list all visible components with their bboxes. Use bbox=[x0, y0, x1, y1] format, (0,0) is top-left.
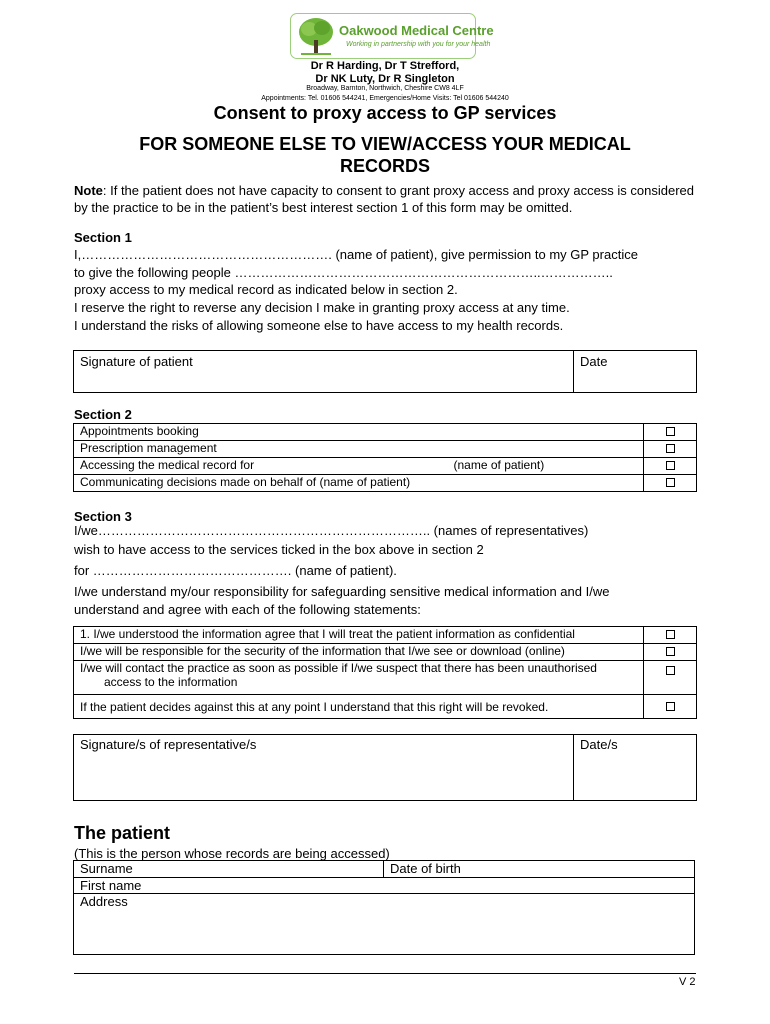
logo-name: Oakwood Medical Centre bbox=[339, 23, 494, 38]
service-label: Accessing the medical record for bbox=[80, 458, 255, 472]
service-label: Prescription management bbox=[74, 441, 644, 458]
checkbox-icon bbox=[666, 647, 675, 656]
statement-text bbox=[74, 661, 644, 695]
section-1-line: I,…………………………………………………. (name of patient), give permission to my GP practice bbox=[74, 247, 638, 262]
checkbox-icon bbox=[666, 702, 675, 711]
table-row bbox=[74, 695, 697, 719]
checkbox-icon bbox=[666, 666, 675, 675]
patient-heading: The patient bbox=[74, 823, 171, 843]
statements-table bbox=[73, 626, 697, 719]
section-1-line: I understand the risks of allowing someone else to have access to my health records. bbox=[74, 318, 564, 333]
surname-field[interactable] bbox=[74, 861, 384, 878]
service-label: Communicating decisions made on behalf of (name of patient) bbox=[74, 475, 644, 492]
table-row bbox=[74, 661, 697, 695]
note-paragraph bbox=[74, 182, 704, 216]
note-label: Note bbox=[74, 183, 103, 198]
service-label-medical-record bbox=[74, 458, 644, 475]
checkbox-icon bbox=[666, 461, 675, 470]
services-table bbox=[73, 423, 697, 492]
checkbox-icon bbox=[666, 427, 675, 436]
statement-text: I/we will be responsible for the security of the information that I/we see or download (online) bbox=[74, 644, 644, 661]
section-1-line: to give the following people ……………………………………………………………..…………….. bbox=[74, 265, 613, 280]
service-checkbox[interactable] bbox=[644, 458, 697, 475]
practice-logo bbox=[290, 13, 494, 59]
checkbox-icon bbox=[666, 444, 675, 453]
service-checkbox[interactable] bbox=[644, 441, 697, 458]
version-label: V 2 bbox=[679, 976, 696, 988]
statement-text: 1. I/we understood the information agree that I will treat the patient information as confidential bbox=[74, 627, 644, 644]
service-checkbox[interactable] bbox=[644, 475, 697, 492]
patient-signature-field[interactable] bbox=[74, 351, 574, 393]
patient-signature-date-field[interactable] bbox=[574, 351, 697, 393]
representative-date-label: Date/s bbox=[580, 737, 618, 752]
service-label: Appointments booking bbox=[74, 424, 644, 441]
practice-phones: Appointments: Tel. 01606 544241, Emergencies/Home Visits: Tel 01606 544240 bbox=[261, 95, 509, 102]
section-3-heading: Section 3 bbox=[74, 509, 132, 524]
section-3-line: I/we understand my/our responsibility for safeguarding sensitive medical information and I/we bbox=[74, 584, 610, 599]
table-row bbox=[74, 475, 697, 492]
first-name-field[interactable] bbox=[74, 878, 695, 894]
patient-signature-label: Signature of patient bbox=[80, 354, 193, 369]
checkbox-icon bbox=[666, 478, 675, 487]
doctors-line-2: Dr NK Luty, Dr R Singleton bbox=[315, 73, 455, 85]
table-row bbox=[74, 458, 697, 475]
checkbox-icon bbox=[666, 630, 675, 639]
form-subtitle-line-2: RECORDS bbox=[339, 156, 430, 176]
patient-signature-table bbox=[73, 350, 697, 393]
representative-signature-label: Signature/s of representative/s bbox=[80, 737, 257, 752]
logo-tagline: Working in partnership with you for your health bbox=[346, 41, 491, 48]
section-1-line: I reserve the right to reverse any decision I make in granting proxy access at any time. bbox=[74, 300, 570, 315]
statement-checkbox[interactable] bbox=[644, 644, 697, 661]
table-row bbox=[74, 627, 697, 644]
name-of-patient-label: (name of patient) bbox=[453, 458, 545, 472]
first-name-label: First name bbox=[80, 878, 142, 893]
tree-icon bbox=[297, 16, 335, 56]
statement-checkbox[interactable] bbox=[644, 695, 697, 719]
representative-signature-field[interactable] bbox=[74, 735, 574, 801]
address-field[interactable] bbox=[74, 894, 695, 955]
section-2-heading: Section 2 bbox=[74, 407, 132, 422]
surname-label: Surname bbox=[80, 861, 133, 876]
statement-line: access to the information bbox=[104, 675, 238, 689]
representative-date-field[interactable] bbox=[574, 735, 697, 801]
form-subtitle-line-1: FOR SOMEONE ELSE TO VIEW/ACCESS YOUR MEDICAL bbox=[139, 134, 631, 154]
date-of-birth-label: Date of birth bbox=[390, 861, 461, 876]
footer-divider bbox=[74, 973, 696, 974]
note-text: : If the patient does not have capacity to consent to grant proxy access and proxy access is considered by the practice to be in the patient’s best interest section 1 of this form may be omitted. bbox=[74, 183, 695, 215]
table-row bbox=[74, 644, 697, 661]
doctors-line-1: Dr R Harding, Dr T Strefford, bbox=[310, 60, 460, 72]
patient-details-table bbox=[73, 860, 695, 955]
form-title: Consent to proxy access to GP services bbox=[213, 103, 557, 123]
statement-checkbox[interactable] bbox=[644, 661, 697, 695]
section-3-line: for ………………………………………. (name of patient). bbox=[74, 563, 397, 578]
patient-signature-date-label: Date bbox=[580, 354, 608, 369]
service-checkbox[interactable] bbox=[644, 424, 697, 441]
section-3-line: wish to have access to the services ticked in the box above in section 2 bbox=[74, 542, 484, 557]
table-row bbox=[74, 424, 697, 441]
section-1-heading: Section 1 bbox=[74, 230, 132, 245]
patient-subheading: (This is the person whose records are being accessed) bbox=[74, 846, 390, 861]
statement-checkbox[interactable] bbox=[644, 627, 697, 644]
statement-line: I/we will contact the practice as soon as possible if I/we suspect that there has been unauthorised bbox=[80, 661, 597, 675]
section-3-line: understand and agree with each of the following statements: bbox=[74, 602, 421, 617]
section-3-line: I/we………………………………………………………………….. (names of representatives) bbox=[74, 523, 589, 538]
practice-address: Broadway, Barnton, Northwich, Cheshire CW8 4LF bbox=[306, 85, 464, 92]
statement-text: If the patient decides against this at any point I understand that this right will be revoked. bbox=[74, 695, 644, 719]
section-1-line: proxy access to my medical record as indicated below in section 2. bbox=[74, 282, 458, 297]
table-row bbox=[74, 441, 697, 458]
date-of-birth-field[interactable] bbox=[384, 861, 695, 878]
representative-signature-table bbox=[73, 734, 697, 801]
address-label: Address bbox=[80, 894, 128, 909]
